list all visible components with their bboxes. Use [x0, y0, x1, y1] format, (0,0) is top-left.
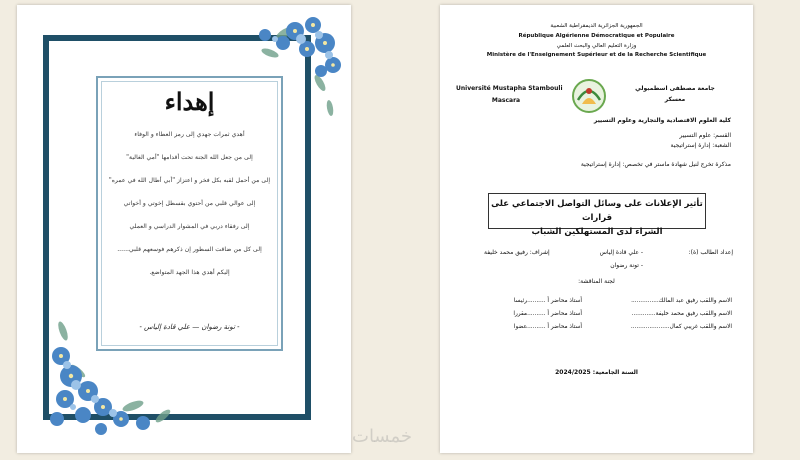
jury-rank: أستاذ محاضر أ ........... — [525, 324, 582, 330]
dedication-text — [101, 129, 278, 290]
jury-name: الاسم واللقب رفيق عبد المالك............... — [631, 298, 732, 304]
academic-year: السنة الجامعية: 2024/2025 — [555, 369, 638, 376]
republic-ar: الجمهورية الجزائرية الديمقراطية الشعبية — [550, 23, 643, 29]
jury-rank: أستاذ محاضر أ ........... — [525, 298, 582, 304]
dedication-line: إلى كل من ضاقت السطور إن ذكرهم فوسعهم قلبي...... — [117, 246, 262, 253]
republic-fr: République Algérienne Démocratique et Populaire — [518, 33, 675, 39]
committee-label: لجنة المناقشة: — [578, 278, 615, 285]
jury-role: مقررا — [513, 311, 527, 317]
jury-role: عضوا — [513, 324, 527, 330]
university-name-fr: Université Mustapha Stambouli — [456, 85, 563, 92]
thesis-title-line: تأثير الإعلانات على وسائل التواصل الاجتماعي على قرارات — [491, 199, 703, 223]
dedication-line: أهدي ثمرات جهدي إلى رمز العطاء و الوفاء — [134, 131, 245, 138]
specialty: الشعبة: إدارة إستراتيجية — [670, 142, 731, 149]
student-name: - علي قادة إلياس — [599, 249, 643, 256]
dedication-line: إلى رفقاء دربي في المشوار الدراسي و العملي — [129, 223, 250, 230]
ministry-ar: وزارة التعليم العالي والبحث العلمي — [556, 43, 637, 49]
cover-page — [440, 5, 753, 453]
dedication-signature: - تونة رضوان — علي قادة إلياس - — [139, 323, 240, 331]
jury-row — [454, 298, 742, 310]
prepared-by-label: إعداد الطالب (ة): — [688, 249, 733, 256]
university-name-ar: جامعة مصطفى اسطمبولي — [635, 85, 715, 92]
jury-row — [454, 311, 742, 323]
dedication-line: إلى عوالي قلبي من أحتوي بقسطل إخوتي و أخواتي — [123, 200, 256, 207]
student-name: - تونة رضوان — [610, 262, 643, 269]
watermark: خمسات — [352, 426, 413, 447]
jury-name: الاسم واللقب غريبي كمال..................... — [630, 324, 732, 330]
ministry-fr: Ministère de l'Enseignement Supérieur et de la Recherche Scientifique — [486, 52, 707, 58]
jury-rank: أستاذ محاضر أ ........... — [525, 311, 582, 317]
dedication-line: إليكم أهدي هذا الجهد المتواضع. — [149, 269, 230, 276]
thesis-title-box — [488, 193, 706, 237]
faculty-name: كلية العلوم الاقتصادية والتجارية وعلوم التسيير — [593, 117, 731, 124]
department: القسم: علوم التسيير — [679, 132, 731, 139]
dedication-page — [17, 5, 351, 453]
supervisor: إشراف: رفيق محمد خليفة — [484, 249, 550, 256]
jury-role: رئيسا — [513, 298, 527, 304]
thesis-title-line: الشراء لدى المستهلكين الشباب — [531, 227, 663, 237]
jury-name: الاسم واللقب رفيق محمد خليفة............. — [631, 311, 732, 317]
dedication-line: إلى من جعل الله الجنة تحت أقدامها "أمي الغالية" — [126, 154, 253, 161]
university-city-ar: معسكر — [664, 96, 686, 103]
jury-row — [454, 324, 742, 336]
university-logo-icon — [570, 78, 608, 114]
university-city-fr: Mascara — [491, 97, 521, 104]
dedication-title: إهداء — [164, 87, 215, 116]
memo-statement: مذكرة تخرج لنيل شهادة ماستر في تخصص: إدارة إستراتيجية — [580, 161, 731, 168]
dedication-line: إلى من أحمل لقبه بكل فخر و اعتزاز "أبي أطال الله في عمره" — [108, 177, 271, 184]
